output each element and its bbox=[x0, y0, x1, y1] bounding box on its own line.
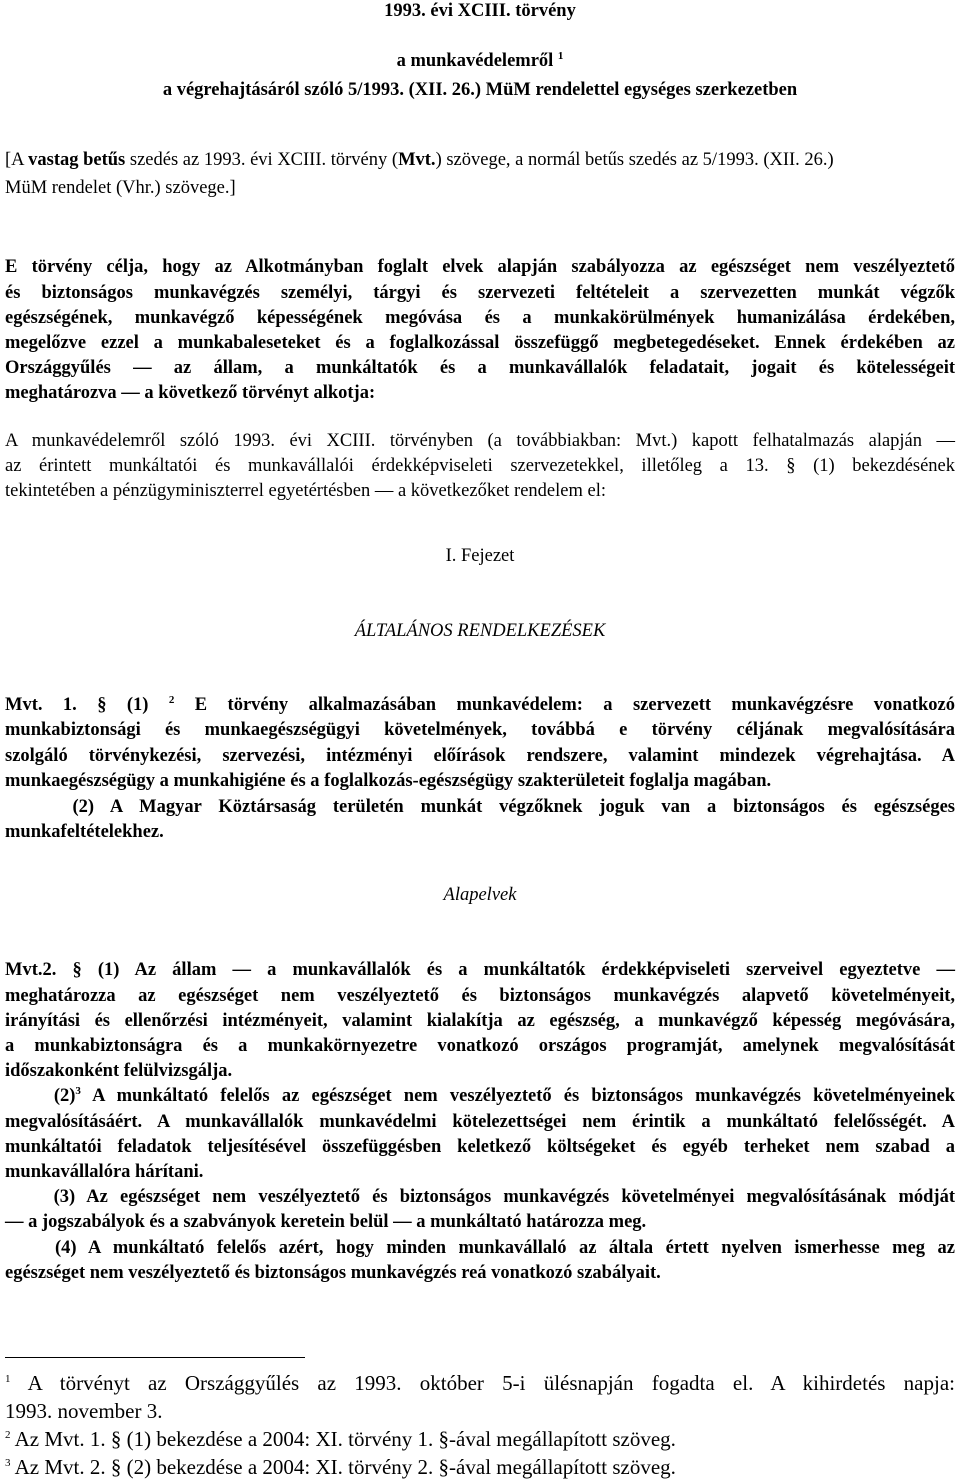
section-1-para-2-line: (2) A Magyar Köztársaság területén munkát végzőknek joguk van a biztonságos és egészséges bbox=[5, 797, 955, 817]
footnote-2 bbox=[5, 1426, 955, 1452]
section-1-line bbox=[5, 694, 955, 716]
subtitle-line-1 bbox=[5, 50, 955, 72]
section-2-line: irányítási és ellenőrzési intézményeit, valamint kialakítja az egészség, a munkavégző képesség megóvására, bbox=[5, 1011, 955, 1031]
section-1-heading: Mvt. 1. § (1) bbox=[5, 695, 149, 715]
law-title: 1993. évi XCIII. törvény bbox=[384, 1, 576, 21]
chapter-number: I. Fejezet bbox=[445, 546, 515, 566]
footnote-1-continuation: 1993. november 3. bbox=[5, 1399, 163, 1423]
decree-intro-line: tekintetében a pénzügyminiszterrel egyetértésben — a következőket rendelem el: bbox=[5, 481, 606, 501]
subtitle-1-text: a munkavédelemről bbox=[396, 51, 554, 71]
typography-note-line-1 bbox=[5, 149, 955, 171]
footnote-number: 1 bbox=[5, 1373, 11, 1385]
footnote-1 bbox=[5, 1370, 955, 1396]
section-2-para-4-line: (4) A munkáltató felelős azért, hogy minden munkavállaló az általa értett nyelven ismerhesse meg az bbox=[5, 1238, 955, 1258]
section-2-para-2-line: munkáltatói feladatok teljesítésével összefüggésben keletkező költségeket és egyéb terheket nem szabad a bbox=[5, 1137, 955, 1157]
note-bold-text: vastag betűs bbox=[28, 150, 126, 170]
section-2-line: időszakonként felülvizsgálja. bbox=[5, 1061, 233, 1081]
decree-intro-line: A munkavédelemről szóló 1993. évi XCIII. törvényben (a továbbiakban: Mvt.) kapott felhatalmazás alapján — bbox=[5, 431, 955, 451]
section-2-line: a munkabiztonságra és a munkakörnyezetre vonatkozó országos programját, amelynek megvalósítását bbox=[5, 1036, 955, 1056]
section-1-text: E törvény alkalmazásában munkavédelem: a szervezett munkavégzésre vonatkozó bbox=[174, 695, 955, 715]
section-1-para-2-line: munkafeltételekhez. bbox=[5, 822, 164, 842]
note-text: szedés az 1993. évi XCIII. törvény ( bbox=[125, 150, 399, 170]
note-text: ) szövege, a normál betűs szedés az 5/1993. (XII. 26.) bbox=[435, 150, 834, 170]
footnote-text: Az Mvt. 1. § (1) bekezdése a 2004: XI. törvény 1. §-ával megállapított szöveg. bbox=[10, 1427, 676, 1451]
note-bold-text: Mvt. bbox=[398, 150, 436, 170]
footnote-number: 3 bbox=[5, 1457, 11, 1469]
section-2-para-2-line bbox=[5, 1085, 955, 1107]
section-1-line: munkaegészségügy a munkahigiéne és a foglalkozás-egészségügy szakterületeit foglalja magában. bbox=[5, 771, 772, 791]
section-2-para-2-line: munkavállalóra hárítani. bbox=[5, 1162, 204, 1182]
preamble-line: és biztonságos munkavégzés személyi, tárgyi és szervezeti feltételeit a szervezetten munkát végzők bbox=[5, 283, 955, 303]
footnote-3 bbox=[5, 1454, 955, 1480]
preamble-line: E törvény célja, hogy az Alkotmányban foglalt elvek alapján szabályozza az egészséget nem veszélyeztető bbox=[5, 257, 955, 277]
section-2-para-3-line: — a jogszabályok és a szabványok keretein belül — a munkáltató határozza meg. bbox=[5, 1212, 647, 1232]
section-2-para-4-line: egészséget nem veszélyeztető és biztonságos munkavégzés reá vonatkozó szabályait. bbox=[5, 1263, 661, 1283]
preamble-line: Országgyűlés — az állam, a munkáltatók és a munkavállalók feladatait, jogait és kötelességeit bbox=[5, 358, 955, 378]
decree-intro-line: az érintett munkáltatói és munkavállalói érdekképviseleti szervezetekkel, illetőleg a 13. § (1) bekezdésének bbox=[5, 456, 955, 476]
principles-title: Alapelvek bbox=[443, 885, 517, 905]
footnote-ref-2[interactable]: 2 bbox=[168, 693, 175, 706]
section-2-para-2-text: A munkáltató felelős az egészséget nem veszélyeztető és biztonságos munkavégzés követelményeinek bbox=[80, 1086, 955, 1106]
section-1-line: szolgáló törvénykezési, szervezési, intézményi előírások rendszere, valamint mindezek végrehajtása. A bbox=[5, 746, 955, 766]
subtitle-line-2: a végrehajtásáról szóló 5/1993. (XII. 26.) MüM rendelettel egységes szerkezetben bbox=[162, 80, 798, 100]
preamble-line: megelőzve ezzel a munkabaleseteket és a foglalkozással összefüggő megbetegedéseket. Ennek érdekében az bbox=[5, 333, 955, 353]
chapter-title: ÁLTALÁNOS RENDELKEZÉSEK bbox=[354, 621, 606, 641]
section-1-line: munkabiztonsági és munkaegészségügyi követelmények, továbbá e törvény céljának megvalósítására bbox=[5, 720, 955, 740]
note-text: [A bbox=[5, 150, 29, 170]
footnote-text: A törvényt az Országgyűlés az 1993. október 5-i ülésnapján fogadta el. A kihirdetés napja: bbox=[10, 1371, 955, 1395]
preamble-line: meghatározva — a következő törvényt alkotja: bbox=[5, 383, 376, 403]
footnote-ref-1[interactable]: 1 bbox=[557, 49, 564, 62]
section-2-para-3-line: (3) Az egészséget nem veszélyeztető és biztonságos munkavégzés követelményei megvalósításának módját bbox=[5, 1187, 955, 1207]
footnote-text: Az Mvt. 2. § (2) bekezdése a 2004: XI. törvény 2. §-ával megállapított szöveg. bbox=[10, 1455, 676, 1479]
section-2-para-2-line: megvalósításáért. A munkavállalók munkavédelmi kötelezettségei nem érintik a munkáltató felelősségét. A bbox=[5, 1112, 955, 1132]
footnote-ref-3[interactable]: 3 bbox=[75, 1084, 81, 1097]
section-2-para-2-number: (2) bbox=[5, 1086, 76, 1106]
preamble-line: egészségének, munkavégző képességének megóvása és a munkakörülmények humanizálása érdekében, bbox=[5, 308, 955, 328]
section-2-line: Mvt.2. § (1) Az állam — a munkavállalók és a munkáltatók érdekképviseleti szerveivel egyeztetve — bbox=[5, 960, 955, 980]
footnote-number: 2 bbox=[5, 1429, 11, 1441]
typography-note-line-2: MüM rendelet (Vhr.) szövege.] bbox=[5, 178, 236, 198]
section-2-line: meghatározza az egészséget nem veszélyeztető és biztonságos munkavégzés alapvető követelményeit, bbox=[5, 986, 955, 1006]
footnote-separator bbox=[5, 1357, 305, 1358]
